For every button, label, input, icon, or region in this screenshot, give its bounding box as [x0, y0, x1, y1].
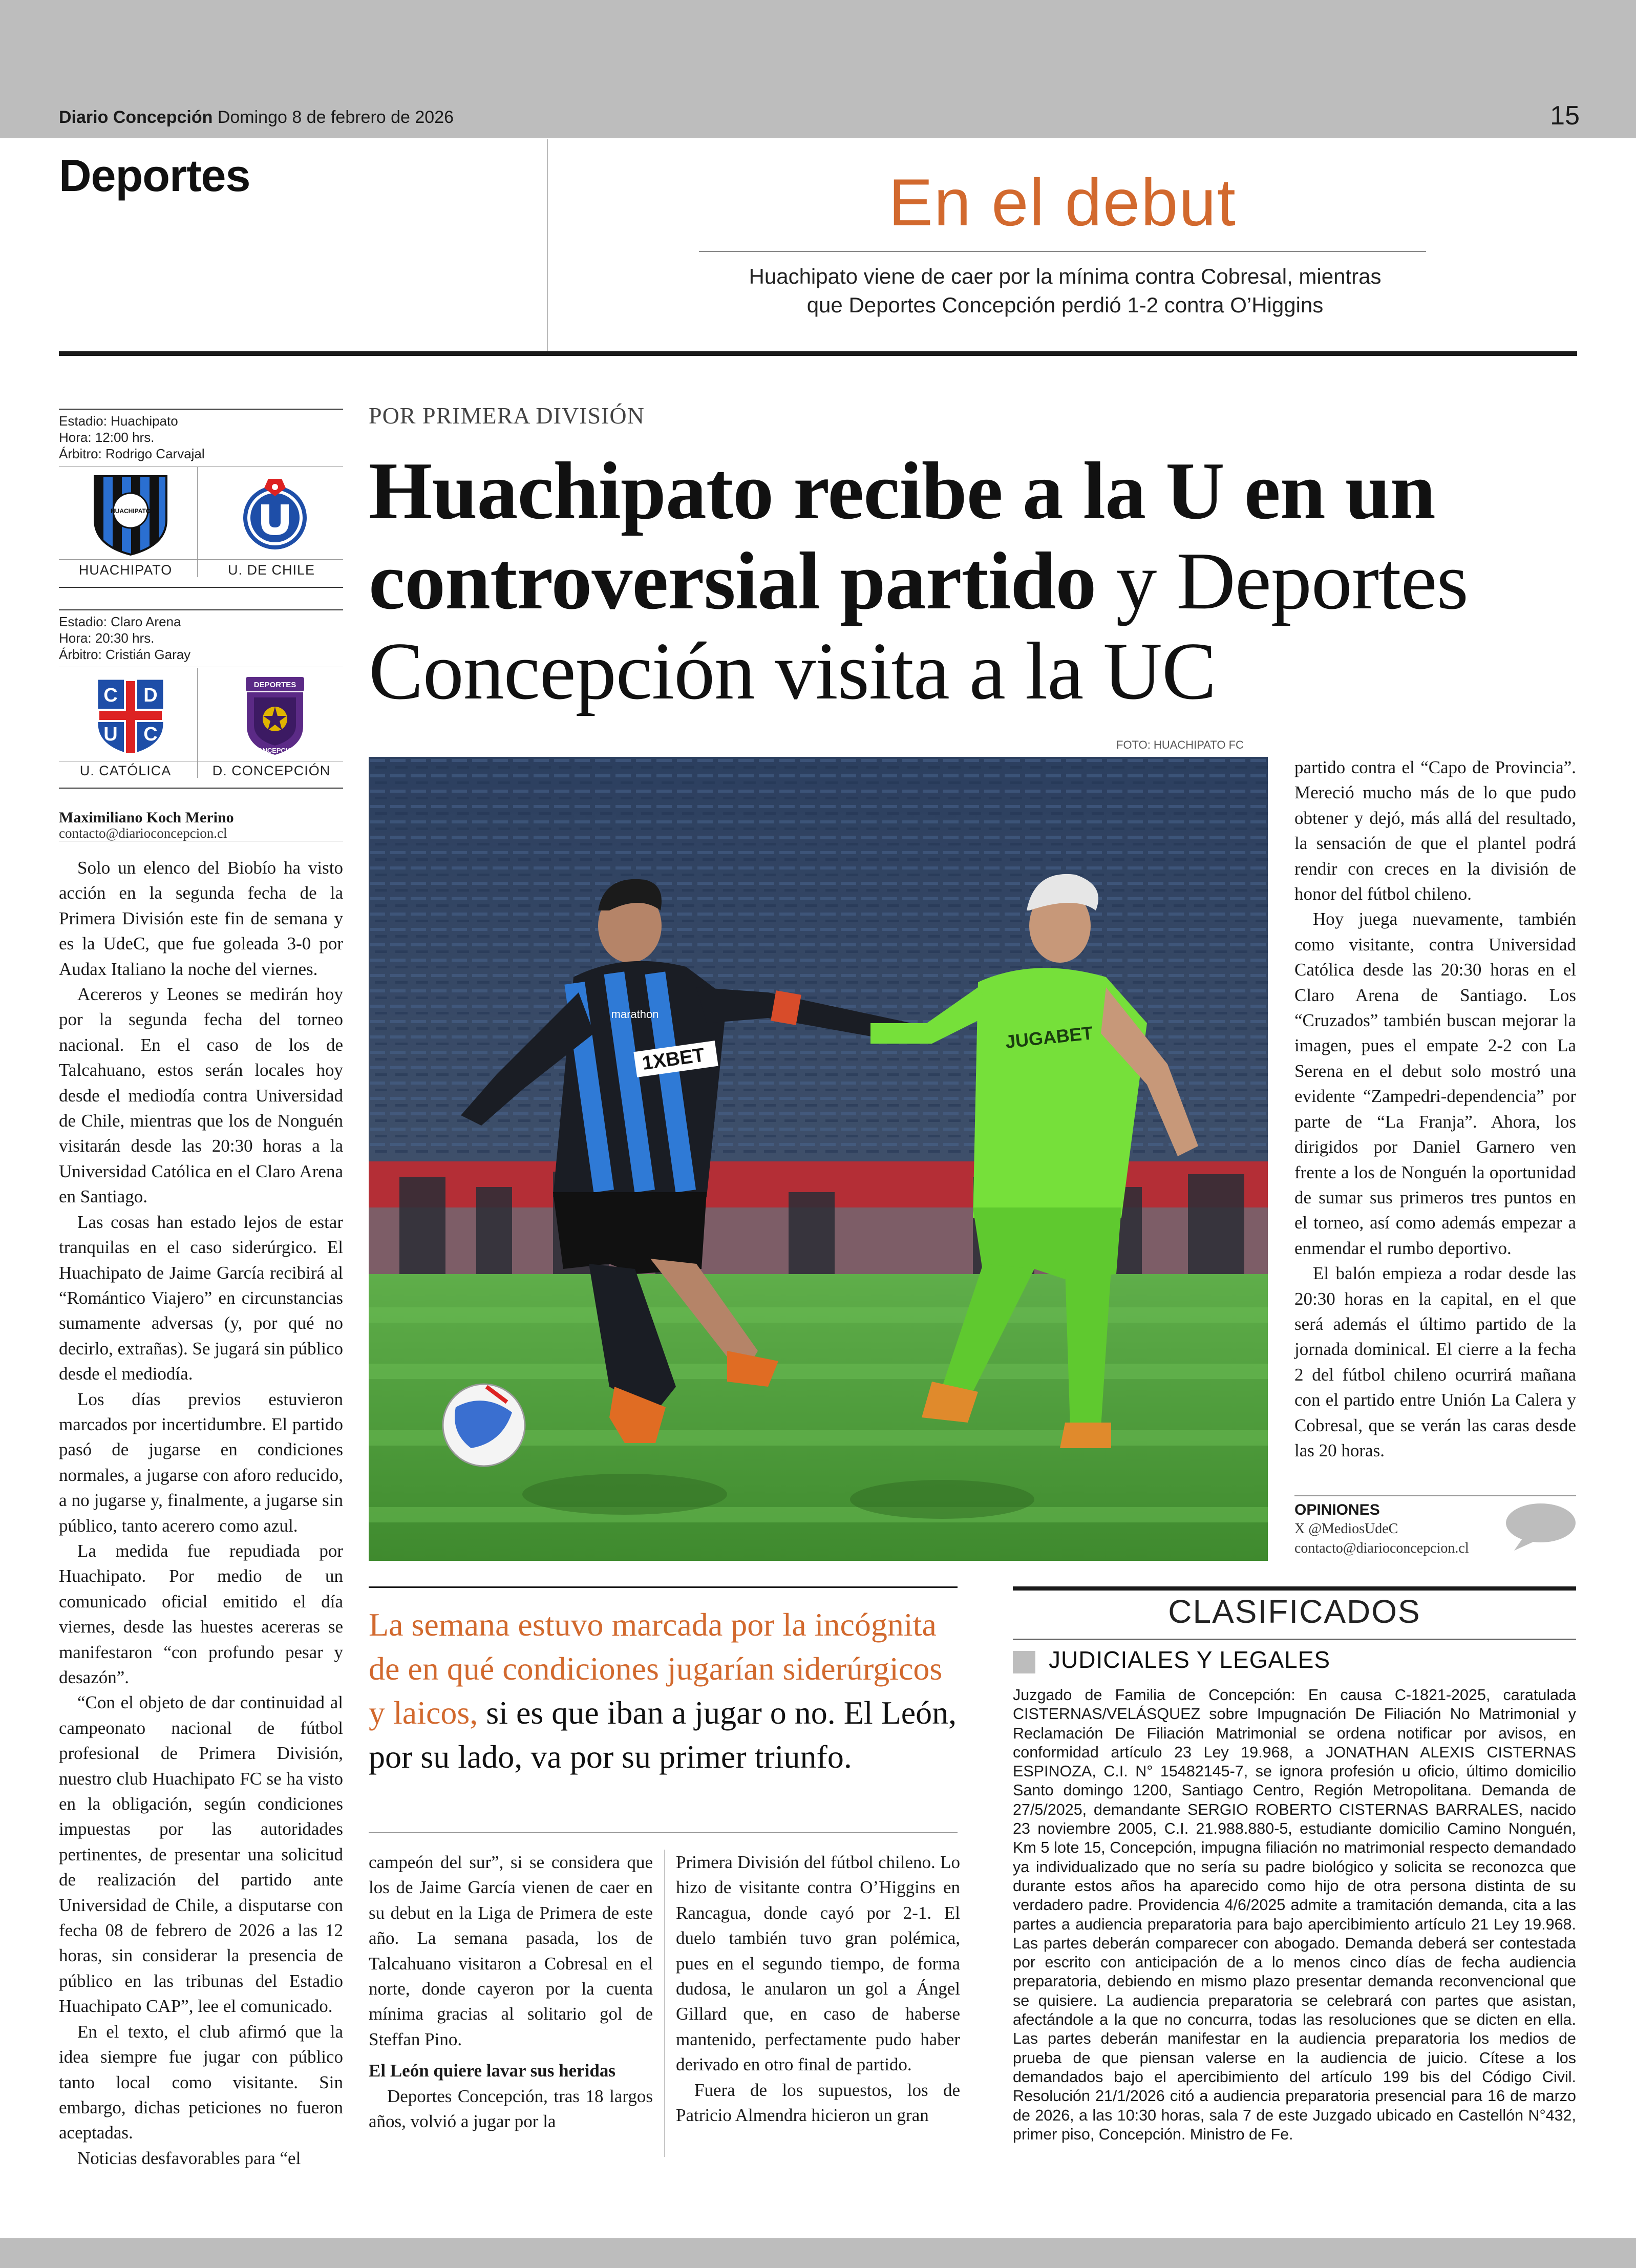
headline-bold: Huachipato recibe a la U en un controversial partido [369, 445, 1435, 626]
article-column-1 [59, 855, 343, 2171]
photo-credit: FOTO: HUACHIPATO FC [1116, 738, 1244, 751]
opinions-email[interactable]: contacto@diarioconcepcion.cl [1294, 1540, 1469, 1556]
uc-letter-2: D [143, 685, 158, 706]
match1-time: Hora: 12:00 hrs. [59, 430, 155, 445]
pull-quote-orange: La semana estuvo marcada por la incógnita de en qué condiciones jugarían siderúrgicos y laicos, [369, 1606, 943, 1731]
huachipato-logo-text: HUACHIPATO [111, 507, 151, 515]
match-photo [369, 757, 1268, 1561]
header-thick-rule [59, 351, 1577, 356]
right-paragraph: partido contra el “Capo de Provincia”. Mereció mucho más de lo que pudo obtener y dejó, más allá del resultado, la sensación de que el plantel podrá rendir con creces en la división de honor del fútbol chileno. [1294, 757, 1576, 904]
article-column-2 [369, 1850, 653, 2134]
uc-letter-3: U [103, 724, 118, 745]
classifieds-top-rule [1013, 1586, 1576, 1591]
classifieds-rule [1013, 1639, 1576, 1640]
issue-date: Domingo 8 de febrero de 2026 [217, 108, 454, 127]
match2-top-rule [59, 609, 343, 610]
article-headline [369, 446, 1582, 716]
col1-paragraph: La medida fue repudiada por Huachipato. Por medio de un comunicado oficial emitido el día viernes, desde las huestes acereras se manifestaron “con profundo pesar y desazón”. [59, 1540, 343, 1687]
col1-paragraph: “Con el objeto de dar continuidad al campeonato nacional de fútbol profesional de Primera División, nuestro club Huachipato FC se ha visto en la obligación, según condiciones impuestas por las autoridades pertinentes, de presentar una solicitud de realización del partido ante Universidad de Chile, a disputarse con fecha 08 de febrero de 2026 a las 12 horas, sin considerar la presencia de público en las tribunas del Estadio Huachipato CAP”, lee el comunicado. [59, 1692, 343, 2017]
headline-regular: y Deportes Concepción visita a la UC [369, 535, 1468, 716]
match1-vsep [197, 467, 198, 577]
col1-paragraph: Los días previos estuvieron marcados por incertidumbre. El partido pasó de jugarse en condiciones normales, a jugarse con aforo reducido, a no jugarse y, finalmente, a jugarse sin público, tanto acerero como azul. [59, 1389, 343, 1536]
photo-sponsor-right: JUGABET [1004, 1022, 1094, 1052]
author-name: Maximiliano Koch Merino [59, 809, 234, 826]
article-kicker: POR PRIMERA DIVISIÓN [369, 402, 645, 429]
uc-letter-4: C [143, 724, 158, 745]
col2-paragraph: Deportes Concepción, tras 18 largos años, volvió a jugar por la [369, 2086, 653, 2132]
col3-paragraph: Fuera de los supuestos, los de Patricio Almendra hicieron un gran [676, 2080, 960, 2126]
match2-time: Hora: 20:30 hrs. [59, 630, 155, 646]
match1-away-name: U. DE CHILE [227, 562, 315, 578]
col1-paragraph: Las cosas han estado lejos de estar tranquilas en el caso siderúrgico. El Huachipato de Jaime García recibirá al “Romántico Viajero” en circunstancias sumamente adversas (y, por qué no decirlo, extrañas). Se jugará sin público desde el mediodía. [59, 1212, 343, 1384]
feature-subtitle [661, 262, 1470, 320]
match2-away-name: D. CONCEPCIÓN [212, 763, 331, 778]
match1-bottom-rule [59, 587, 343, 588]
legal-square-icon [1013, 1651, 1035, 1673]
bottom-band [0, 2238, 1636, 2268]
opinions-handle[interactable]: X @MediosUdeC [1294, 1521, 1398, 1537]
author-email[interactable]: contacto@diarioconcepcion.cl [59, 825, 227, 841]
match2-referee: Árbitro: Cristián Garay [59, 647, 191, 662]
masthead [59, 108, 454, 128]
match2-bottom-rule [59, 788, 343, 789]
col1-paragraph: Solo un elenco del Biobío ha visto acción en la segunda fecha de la Primera División este fin de semana y es la UdeC, que fue goleada 3-0 por Audax Italiano la noche del viernes. [59, 858, 343, 979]
match1-info [59, 413, 205, 462]
article-column-right [1294, 755, 1576, 1463]
classifieds-title: CLASIFICADOS [1168, 1593, 1421, 1630]
legal-category: JUDICIALES Y LEGALES [1049, 1646, 1331, 1673]
opinions-title: OPINIONES [1294, 1501, 1380, 1518]
col1-paragraph: En el texto, el club afirmó que la idea siempre fue jugar con público tanto local como visitante. Sin embargo, dichas peticiones no fueron aceptadas. [59, 2021, 343, 2143]
match1-referee: Árbitro: Rodrigo Carvajal [59, 446, 205, 461]
pull-quote-bottom-rule [369, 1832, 958, 1833]
match2-stadium: Estadio: Claro Arena [59, 614, 181, 629]
match1-home-name: HUACHIPATO [78, 562, 173, 578]
udechile-logo [237, 474, 313, 558]
section-title: Deportes [59, 150, 250, 201]
dconcepcion-bottom-text: CONCEPCION [252, 747, 298, 754]
match2-home-name: U. CATÓLICA [79, 763, 172, 778]
feature-title: En el debut [888, 165, 1237, 240]
match2-info [59, 613, 190, 663]
right-paragraph: Hoy juega nuevamente, también como visitante, contra Universidad Católica desde las 20:30 horas en el Claro Arena de Santiago. Los “Cruzados” también buscan mejorar la imagen, pues el empate 2-2 con La Serena en el debut solo mostró una evidente “Zampedri-dependencia” por parte de “La Franja”. Ahora, los dirigidos por Daniel Garnero ven frente a los de Nonguén la oportunidad de sumar sus primeros tres puntos en el torneo, así como además empezar a enmendar el rumbo deportivo. [1294, 909, 1576, 1258]
photo-sponsor-small: marathon [611, 1008, 659, 1021]
match1-stadium: Estadio: Huachipato [59, 413, 178, 429]
dconcepcion-logo [237, 675, 313, 759]
match1-top-rule [59, 409, 343, 410]
page-number: 15 [1550, 101, 1580, 131]
dconcepcion-top-text: DEPORTES [253, 681, 296, 689]
match1-mid-rule [59, 466, 343, 467]
col2-paragraph: campeón del sur”, si se considera que los de Jaime García vienen de caer en su debut en la Liga de Primera de este año. La semana pasada, los de Talcahuano visitaron a Cobresal en el norte, donde cayeron por la cuenta mínima gracias al solitario gol de Steffan Pino. [369, 1852, 653, 2049]
feature-subtitle-line-2: que Deportes Concepción perdió 1-2 contra O’Higgins [806, 293, 1324, 317]
col1-paragraph: Noticias desfavorables para “el [77, 2148, 301, 2168]
pull-quote [369, 1603, 958, 1779]
feature-rule [699, 251, 1426, 252]
right-paragraph: El balón empieza a rodar desde las 20:30 horas en la capital, en el que será además el último partido de la jornada dominical. El cierre a la fecha 2 del fútbol chileno ocurrirá mañana con el partido entre Unión La Calera y Cobresal, que se verán las caras desde las 20 horas. [1294, 1263, 1576, 1460]
col1-paragraph: Acereros y Leones se medirán hoy por la segunda fecha del torneo nacional. En el caso de los de Talcahuano, estos serán locales hoy desde el mediodía contra Universidad de Chile, mientras que los de Nonguén visitarán desde las 20:30 horas a la Universidad Católica en el Claro Arena en Santiago. [59, 984, 343, 1207]
uc-letter-1: C [103, 685, 118, 706]
ucatolica-logo [92, 675, 169, 759]
col3-paragraph: Primera División del fútbol chileno. Lo hizo de visitante contra O’Higgins en Rancagua, donde cayó por 2-1. El duelo también tuvo gran polémica, pues en el segundo tiempo, de forma dudosa, le anularon un gol a Ángel Gillard que, en caso de haberse mantenido, perfectamente pudo haber derivado en otro final de partido. [676, 1852, 960, 2075]
pull-quote-black: si es que iban a jugar o no. El León, por su lado, va por su primer triunfo. [369, 1694, 957, 1775]
huachipato-logo [92, 474, 169, 558]
photo-sponsor-left: 1XBET [641, 1044, 706, 1075]
paper-name: Diario Concepción [59, 108, 213, 127]
opinions-rule [1294, 1495, 1576, 1496]
col2-subhead: El León quiere lavar sus heridas [369, 2061, 615, 2081]
feature-subtitle-line-1: Huachipato viene de caer por la mínima contra Cobresal, mientras [749, 264, 1382, 288]
legal-notice: Juzgado de Familia de Concepción: En causa C-1821-2025, caratulada CISTERNAS/VELÁSQUEZ sobre Impugnación De Filiación No Matrimonial y Reclamación De Filiación Matrimonial se ordena notificar por avisos, en conformidad artículo 23 Ley 19.968, a JONATHAN ALEXIS CISTERNAS ESPINOZA, C.I. N° 15482145-7, se ignora profesión u oficio, último domicilio Santo domingo 1200, Santiago Centro, Región Metropolitana. Demanda de 27/5/2025, demandante SERGIO ROBERTO CISTERNAS BARRALES, nacido 23 noviembre 2005, C.I. 21.988.880-5, estudiante domicilio Camino Nonguén, Km 5 lote 15, Concepción, impugna filiación no matrimonial respecto demandado ya individualizado que no sería su padre biológico y solicita se reconozca que durante estos años ha aparecido como hijo de otra persona distinta de su verdadero padre. Providencia 4/6/2025 admite a tramitación demanda, cita a las partes a audiencia preparatoria para bajo apercibimiento artículo 21 Ley 19.968. Las partes deberán comparecer con abogado. Demanda deberá ser contestada por escrito con anticipación de a lo menos cinco días de fecha audiencia preparatoria, debiendo en mismo plazo presentar demanda reconvencional que se quisiere. La audiencia preparatoria se celebrará con partes que asistan, afectándole a la que no concurra, todas las resoluciones que se dicten en ella. Las partes deberán manifestar en la audiencia preparatoria los medios de prueba de que piensan valerse en la audiencia de juicio. Cítese a los demandados bajo el apercibimiento del artículo 199 bis del Código Civil. Resolución 21/1/2026 citó a audiencia preparatoria presencial para 16 de marzo de 2026, a las 10:30 horas, sala 7 de este Juzgado ubicado en Castellón N°432, primer piso, Concepción. Ministro de Fe. [1013, 1686, 1576, 2143]
match1-name-rule [59, 559, 343, 560]
pull-quote-top-rule [369, 1586, 958, 1588]
article-column-3 [676, 1850, 960, 2128]
speech-bubble-icon [1503, 1500, 1577, 1554]
column-separator [664, 1850, 665, 2157]
